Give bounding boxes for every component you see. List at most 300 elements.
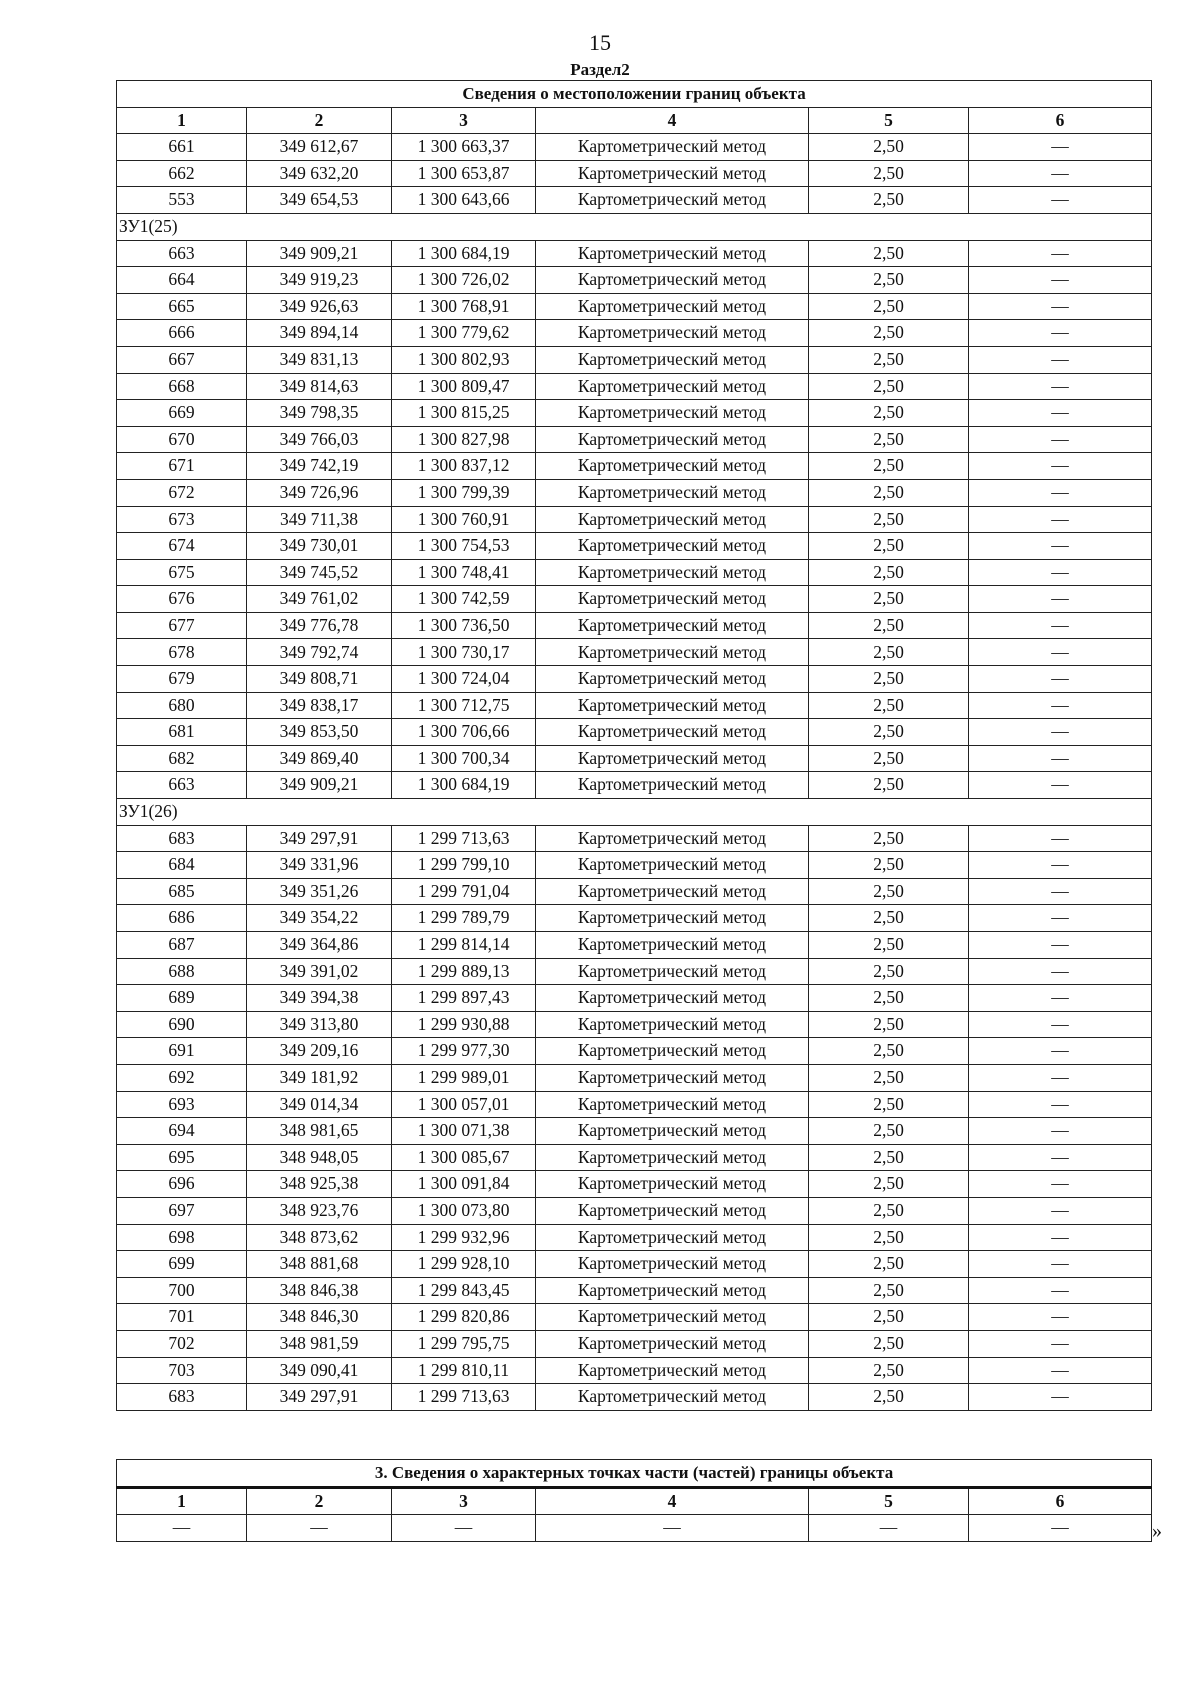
table-cell: 674 bbox=[117, 533, 247, 560]
closing-quote: » bbox=[1152, 1520, 1162, 1542]
table-cell: 698 bbox=[117, 1224, 247, 1251]
table-cell: 1 299 713,63 bbox=[392, 1384, 536, 1411]
table-cell: 349 853,50 bbox=[247, 719, 392, 746]
table-cell: Картометрический метод bbox=[536, 240, 809, 267]
table-row bbox=[117, 905, 1152, 932]
table-cell: Картометрический метод bbox=[536, 1277, 809, 1304]
table-cell: 1 300 653,87 bbox=[392, 160, 536, 187]
table-cell: 2,50 bbox=[809, 639, 969, 666]
table-cell: Картометрический метод bbox=[536, 958, 809, 985]
table-cell: Картометрический метод bbox=[536, 1038, 809, 1065]
table-cell: 685 bbox=[117, 878, 247, 905]
table-cell: 553 bbox=[117, 187, 247, 214]
table-cell: 688 bbox=[117, 958, 247, 985]
table-cell: 2,50 bbox=[809, 426, 969, 453]
table-cell: — bbox=[969, 293, 1152, 320]
table-cell: 349 726,96 bbox=[247, 479, 392, 506]
group-row bbox=[117, 799, 1152, 826]
table-row bbox=[117, 506, 1152, 533]
table-cell: — bbox=[969, 852, 1152, 879]
table-cell: Картометрический метод bbox=[536, 825, 809, 852]
table-row bbox=[117, 400, 1152, 427]
table-cell: — bbox=[247, 1515, 392, 1542]
table-cell: 1 299 930,88 bbox=[392, 1011, 536, 1038]
table-cell: Картометрический метод bbox=[536, 187, 809, 214]
table-cell: 1 299 897,43 bbox=[392, 985, 536, 1012]
table-cell: 349 654,53 bbox=[247, 187, 392, 214]
table-cell: Картометрический метод bbox=[536, 878, 809, 905]
table-cell: 1 300 760,91 bbox=[392, 506, 536, 533]
table-cell: 1 300 809,47 bbox=[392, 373, 536, 400]
table-row bbox=[117, 426, 1152, 453]
table-cell: Картометрический метод bbox=[536, 267, 809, 294]
table-cell: 703 bbox=[117, 1357, 247, 1384]
column-header: 6 bbox=[969, 1487, 1152, 1515]
table-cell: Картометрический метод bbox=[536, 134, 809, 161]
table-cell: 348 981,65 bbox=[247, 1118, 392, 1145]
table-cell: Картометрический метод bbox=[536, 932, 809, 959]
table-cell: — bbox=[969, 426, 1152, 453]
table-row bbox=[117, 1304, 1152, 1331]
table-cell: — bbox=[969, 1144, 1152, 1171]
table-cell: — bbox=[969, 958, 1152, 985]
table-cell: 2,50 bbox=[809, 878, 969, 905]
table-cell: 1 299 820,86 bbox=[392, 1304, 536, 1331]
table-cell: 2,50 bbox=[809, 852, 969, 879]
table-cell: 2,50 bbox=[809, 240, 969, 267]
table-cell: 1 300 799,39 bbox=[392, 479, 536, 506]
table-cell: — bbox=[969, 533, 1152, 560]
parts-title-row bbox=[117, 1460, 1152, 1488]
table-cell: Картометрический метод bbox=[536, 1357, 809, 1384]
table-cell: 1 300 736,50 bbox=[392, 612, 536, 639]
table-cell: 669 bbox=[117, 400, 247, 427]
column-header: 3 bbox=[392, 107, 536, 134]
table-row bbox=[117, 1171, 1152, 1198]
table-cell: 686 bbox=[117, 905, 247, 932]
table-cell: 2,50 bbox=[809, 692, 969, 719]
table-cell: 2,50 bbox=[809, 1144, 969, 1171]
table-cell: 2,50 bbox=[809, 346, 969, 373]
table-cell: — bbox=[969, 559, 1152, 586]
table-cell: Картометрический метод bbox=[536, 1118, 809, 1145]
table-row bbox=[117, 453, 1152, 480]
table-cell: 702 bbox=[117, 1330, 247, 1357]
table-cell: 1 299 789,79 bbox=[392, 905, 536, 932]
column-header: 2 bbox=[247, 1487, 392, 1515]
table-cell: 2,50 bbox=[809, 293, 969, 320]
parts-column-header-row bbox=[117, 1487, 1152, 1515]
table-cell: Картометрический метод bbox=[536, 772, 809, 799]
table-cell: 349 209,16 bbox=[247, 1038, 392, 1065]
table-cell: — bbox=[969, 772, 1152, 799]
table-cell: — bbox=[969, 612, 1152, 639]
table-cell: — bbox=[969, 666, 1152, 693]
part-boundary-points-table bbox=[116, 1459, 1152, 1542]
table-cell: — bbox=[969, 639, 1152, 666]
table-cell: 1 299 814,14 bbox=[392, 932, 536, 959]
table-cell: 2,50 bbox=[809, 586, 969, 613]
table-cell: — bbox=[969, 1197, 1152, 1224]
table-cell: 349 297,91 bbox=[247, 1384, 392, 1411]
table-cell: — bbox=[969, 985, 1152, 1012]
table-cell: — bbox=[969, 1251, 1152, 1278]
table-cell: 2,50 bbox=[809, 400, 969, 427]
table-cell: Картометрический метод bbox=[536, 1330, 809, 1357]
table-cell: — bbox=[969, 719, 1152, 746]
table-cell: 664 bbox=[117, 267, 247, 294]
table-cell: 349 766,03 bbox=[247, 426, 392, 453]
table-cell: 663 bbox=[117, 772, 247, 799]
table-cell: 2,50 bbox=[809, 267, 969, 294]
table-cell: 675 bbox=[117, 559, 247, 586]
table-cell: 348 981,59 bbox=[247, 1330, 392, 1357]
table-cell: Картометрический метод bbox=[536, 1144, 809, 1171]
table-cell: 1 300 091,84 bbox=[392, 1171, 536, 1198]
table-cell: 1 300 663,37 bbox=[392, 134, 536, 161]
table-cell: 672 bbox=[117, 479, 247, 506]
table-row bbox=[117, 293, 1152, 320]
table-cell: 673 bbox=[117, 506, 247, 533]
table-cell: 348 846,38 bbox=[247, 1277, 392, 1304]
table-cell: 697 bbox=[117, 1197, 247, 1224]
column-header: 6 bbox=[969, 107, 1152, 134]
table-row bbox=[117, 852, 1152, 879]
table-row bbox=[117, 1384, 1152, 1411]
table-cell: — bbox=[536, 1515, 809, 1542]
table-cell: Картометрический метод bbox=[536, 1224, 809, 1251]
table-cell: Картометрический метод bbox=[536, 1384, 809, 1411]
table-cell: 349 792,74 bbox=[247, 639, 392, 666]
table-cell: 1 299 932,96 bbox=[392, 1224, 536, 1251]
table-cell: 348 948,05 bbox=[247, 1144, 392, 1171]
table-cell: — bbox=[969, 1277, 1152, 1304]
table-row bbox=[117, 932, 1152, 959]
table-cell: 349 394,38 bbox=[247, 985, 392, 1012]
table-row bbox=[117, 586, 1152, 613]
table-cell: 348 881,68 bbox=[247, 1251, 392, 1278]
table-cell: 1 299 791,04 bbox=[392, 878, 536, 905]
table-cell: 349 364,86 bbox=[247, 932, 392, 959]
table-cell: 1 300 700,34 bbox=[392, 745, 536, 772]
table-cell: 2,50 bbox=[809, 1091, 969, 1118]
table-cell: Картометрический метод bbox=[536, 586, 809, 613]
table-cell: — bbox=[969, 1011, 1152, 1038]
table-row bbox=[117, 1064, 1152, 1091]
table-cell: — bbox=[969, 1515, 1152, 1542]
table-cell: 676 bbox=[117, 586, 247, 613]
table-cell: 687 bbox=[117, 932, 247, 959]
table-row bbox=[117, 559, 1152, 586]
table-cell: Картометрический метод bbox=[536, 533, 809, 560]
table-cell: 349 909,21 bbox=[247, 772, 392, 799]
table-row bbox=[117, 772, 1152, 799]
table-cell: 349 351,26 bbox=[247, 878, 392, 905]
table-cell: Картометрический метод bbox=[536, 612, 809, 639]
table-cell: 349 909,21 bbox=[247, 240, 392, 267]
table-cell: 667 bbox=[117, 346, 247, 373]
table-cell: — bbox=[969, 134, 1152, 161]
table-cell: 2,50 bbox=[809, 320, 969, 347]
table-cell: Картометрический метод bbox=[536, 1091, 809, 1118]
table-cell: — bbox=[809, 1515, 969, 1542]
table-cell: 2,50 bbox=[809, 985, 969, 1012]
table-cell: — bbox=[969, 320, 1152, 347]
table-cell: 349 926,63 bbox=[247, 293, 392, 320]
table-cell: Картометрический метод bbox=[536, 320, 809, 347]
table-cell: 690 bbox=[117, 1011, 247, 1038]
table-cell: 349 181,92 bbox=[247, 1064, 392, 1091]
table-cell: 349 869,40 bbox=[247, 745, 392, 772]
table-row bbox=[117, 1277, 1152, 1304]
table-cell: Картометрический метод bbox=[536, 666, 809, 693]
table-cell: 2,50 bbox=[809, 479, 969, 506]
table-cell: 1 300 815,25 bbox=[392, 400, 536, 427]
table-row bbox=[117, 985, 1152, 1012]
table-cell: 349 354,22 bbox=[247, 905, 392, 932]
group-label: ЗУ1(26) bbox=[117, 799, 1152, 826]
table-row bbox=[117, 1197, 1152, 1224]
table-cell: 1 300 827,98 bbox=[392, 426, 536, 453]
table-cell: 2,50 bbox=[809, 772, 969, 799]
table-cell: 349 331,96 bbox=[247, 852, 392, 879]
table-cell: Картометрический метод bbox=[536, 719, 809, 746]
table-cell: Картометрический метод bbox=[536, 479, 809, 506]
table-cell: 691 bbox=[117, 1038, 247, 1065]
table-cell: 699 bbox=[117, 1251, 247, 1278]
table-cell: Картометрический метод bbox=[536, 559, 809, 586]
table-cell: 2,50 bbox=[809, 1384, 969, 1411]
table-cell: 2,50 bbox=[809, 1330, 969, 1357]
table-cell: — bbox=[969, 1171, 1152, 1198]
table-cell: — bbox=[969, 453, 1152, 480]
table-cell: — bbox=[969, 1091, 1152, 1118]
table-cell: 1 300 643,66 bbox=[392, 187, 536, 214]
group-row bbox=[117, 213, 1152, 240]
table-cell: 349 838,17 bbox=[247, 692, 392, 719]
table-cell: 1 300 071,38 bbox=[392, 1118, 536, 1145]
table-cell: 1 299 810,11 bbox=[392, 1357, 536, 1384]
table-cell: — bbox=[969, 346, 1152, 373]
table-cell: Картометрический метод bbox=[536, 1064, 809, 1091]
table-cell: — bbox=[969, 1357, 1152, 1384]
table-cell: 683 bbox=[117, 1384, 247, 1411]
table-row bbox=[117, 187, 1152, 214]
page-number: 15 bbox=[589, 30, 611, 55]
table-title-row bbox=[117, 81, 1152, 108]
table-row bbox=[117, 692, 1152, 719]
table-cell: 349 014,34 bbox=[247, 1091, 392, 1118]
table-cell: 2,50 bbox=[809, 666, 969, 693]
table-cell: 1 300 748,41 bbox=[392, 559, 536, 586]
table-cell: 349 297,91 bbox=[247, 825, 392, 852]
table-cell: — bbox=[969, 373, 1152, 400]
table-cell: 663 bbox=[117, 240, 247, 267]
table-cell: — bbox=[969, 187, 1152, 214]
table-cell: 2,50 bbox=[809, 905, 969, 932]
table-cell: — bbox=[969, 400, 1152, 427]
table-cell: Картометрический метод bbox=[536, 639, 809, 666]
column-header: 2 bbox=[247, 107, 392, 134]
table-cell: 1 300 726,02 bbox=[392, 267, 536, 294]
table-title: Сведения о местоположении границ объекта bbox=[117, 81, 1152, 108]
table-row bbox=[117, 134, 1152, 161]
table-cell: Картометрический метод bbox=[536, 1011, 809, 1038]
table-cell: Картометрический метод bbox=[536, 346, 809, 373]
table-row bbox=[117, 1251, 1152, 1278]
table-cell: — bbox=[969, 479, 1152, 506]
table-cell: 1 300 684,19 bbox=[392, 772, 536, 799]
table-cell: 695 bbox=[117, 1144, 247, 1171]
table-cell: — bbox=[969, 878, 1152, 905]
table-cell: 2,50 bbox=[809, 373, 969, 400]
table-cell: Картометрический метод bbox=[536, 506, 809, 533]
table-cell: 349 391,02 bbox=[247, 958, 392, 985]
table-cell: 2,50 bbox=[809, 958, 969, 985]
table-cell: 1 300 712,75 bbox=[392, 692, 536, 719]
table-cell: 349 711,38 bbox=[247, 506, 392, 533]
table-row bbox=[117, 267, 1152, 294]
table-row bbox=[117, 533, 1152, 560]
table-cell: 348 846,30 bbox=[247, 1304, 392, 1331]
column-header: 1 bbox=[117, 107, 247, 134]
table-cell: 2,50 bbox=[809, 612, 969, 639]
table-row bbox=[117, 639, 1152, 666]
table-cell: 684 bbox=[117, 852, 247, 879]
table-cell: Картометрический метод bbox=[536, 1304, 809, 1331]
column-header: 1 bbox=[117, 1487, 247, 1515]
table-cell: 2,50 bbox=[809, 187, 969, 214]
table-cell: 1 300 073,80 bbox=[392, 1197, 536, 1224]
table-cell: 1 300 706,66 bbox=[392, 719, 536, 746]
column-header: 5 bbox=[809, 1487, 969, 1515]
table-cell: 692 bbox=[117, 1064, 247, 1091]
table-cell: 348 925,38 bbox=[247, 1171, 392, 1198]
table-cell: 700 bbox=[117, 1277, 247, 1304]
table-cell: Картометрический метод bbox=[536, 745, 809, 772]
table-row bbox=[117, 1011, 1152, 1038]
table-cell: 1 300 057,01 bbox=[392, 1091, 536, 1118]
table-cell: 2,50 bbox=[809, 1171, 969, 1198]
table-row bbox=[117, 719, 1152, 746]
table-cell: — bbox=[969, 586, 1152, 613]
table-cell: 2,50 bbox=[809, 825, 969, 852]
table-cell: Картометрический метод bbox=[536, 985, 809, 1012]
table-cell: 349 798,35 bbox=[247, 400, 392, 427]
table-cell: Картометрический метод bbox=[536, 293, 809, 320]
table-cell: Картометрический метод bbox=[536, 426, 809, 453]
table-cell: 683 bbox=[117, 825, 247, 852]
table-cell: — bbox=[969, 160, 1152, 187]
table-row bbox=[117, 878, 1152, 905]
table-cell: 349 814,63 bbox=[247, 373, 392, 400]
table-cell: 694 bbox=[117, 1118, 247, 1145]
table-row bbox=[117, 666, 1152, 693]
table-row bbox=[117, 1118, 1152, 1145]
table-cell: 2,50 bbox=[809, 1357, 969, 1384]
table-cell: 349 745,52 bbox=[247, 559, 392, 586]
table-cell: — bbox=[969, 1304, 1152, 1331]
table-cell: 668 bbox=[117, 373, 247, 400]
table-cell: 671 bbox=[117, 453, 247, 480]
table-row bbox=[117, 1224, 1152, 1251]
table-cell: 349 831,13 bbox=[247, 346, 392, 373]
table-cell: — bbox=[969, 932, 1152, 959]
table-cell: 1 300 684,19 bbox=[392, 240, 536, 267]
table-cell: 670 bbox=[117, 426, 247, 453]
table-cell: 348 923,76 bbox=[247, 1197, 392, 1224]
table-cell: 349 776,78 bbox=[247, 612, 392, 639]
table-cell: 1 300 724,04 bbox=[392, 666, 536, 693]
table-row bbox=[117, 1515, 1152, 1542]
table-cell: 349 894,14 bbox=[247, 320, 392, 347]
table-cell: Картометрический метод bbox=[536, 400, 809, 427]
table-row bbox=[117, 1357, 1152, 1384]
table-cell: Картометрический метод bbox=[536, 692, 809, 719]
table-cell: 1 300 802,93 bbox=[392, 346, 536, 373]
table-cell: Картометрический метод bbox=[536, 1197, 809, 1224]
table-cell: — bbox=[969, 692, 1152, 719]
table-cell: 2,50 bbox=[809, 559, 969, 586]
table-cell: 2,50 bbox=[809, 1064, 969, 1091]
table-cell: — bbox=[969, 1384, 1152, 1411]
table-cell: 1 300 754,53 bbox=[392, 533, 536, 560]
table-cell: — bbox=[969, 240, 1152, 267]
table-row bbox=[117, 1330, 1152, 1357]
table-row bbox=[117, 346, 1152, 373]
table-cell: — bbox=[392, 1515, 536, 1542]
table-row bbox=[117, 479, 1152, 506]
table-cell: — bbox=[969, 506, 1152, 533]
table-cell: — bbox=[969, 905, 1152, 932]
table-cell: — bbox=[969, 1064, 1152, 1091]
table-cell: Картометрический метод bbox=[536, 453, 809, 480]
table-cell: 349 742,19 bbox=[247, 453, 392, 480]
table-cell: 679 bbox=[117, 666, 247, 693]
column-header: 4 bbox=[536, 1487, 809, 1515]
table-cell: 1 300 730,17 bbox=[392, 639, 536, 666]
table-cell: — bbox=[969, 1038, 1152, 1065]
table-cell: 2,50 bbox=[809, 1038, 969, 1065]
table-cell: 681 bbox=[117, 719, 247, 746]
table-cell: 1 300 779,62 bbox=[392, 320, 536, 347]
table-cell: 349 090,41 bbox=[247, 1357, 392, 1384]
table-cell: 665 bbox=[117, 293, 247, 320]
column-header: 3 bbox=[392, 1487, 536, 1515]
table-cell: Картометрический метод bbox=[536, 160, 809, 187]
table-row bbox=[117, 958, 1152, 985]
table-cell: 1 299 977,30 bbox=[392, 1038, 536, 1065]
table-cell: 2,50 bbox=[809, 1304, 969, 1331]
table-cell: 666 bbox=[117, 320, 247, 347]
parts-table-title: 3. Сведения о характерных точках части (частей) границы объекта bbox=[117, 1460, 1152, 1488]
column-header: 5 bbox=[809, 107, 969, 134]
table-cell: 678 bbox=[117, 639, 247, 666]
table-cell: 682 bbox=[117, 745, 247, 772]
table-row bbox=[117, 825, 1152, 852]
table-row bbox=[117, 745, 1152, 772]
table-cell: 2,50 bbox=[809, 1224, 969, 1251]
table-row bbox=[117, 612, 1152, 639]
table-cell: Картометрический метод bbox=[536, 852, 809, 879]
table-cell: 2,50 bbox=[809, 134, 969, 161]
group-label: ЗУ1(25) bbox=[117, 213, 1152, 240]
table-row bbox=[117, 1038, 1152, 1065]
table-cell: 1 299 799,10 bbox=[392, 852, 536, 879]
section-label: Раздел2 bbox=[570, 60, 630, 79]
table-cell: 349 730,01 bbox=[247, 533, 392, 560]
table-row bbox=[117, 373, 1152, 400]
